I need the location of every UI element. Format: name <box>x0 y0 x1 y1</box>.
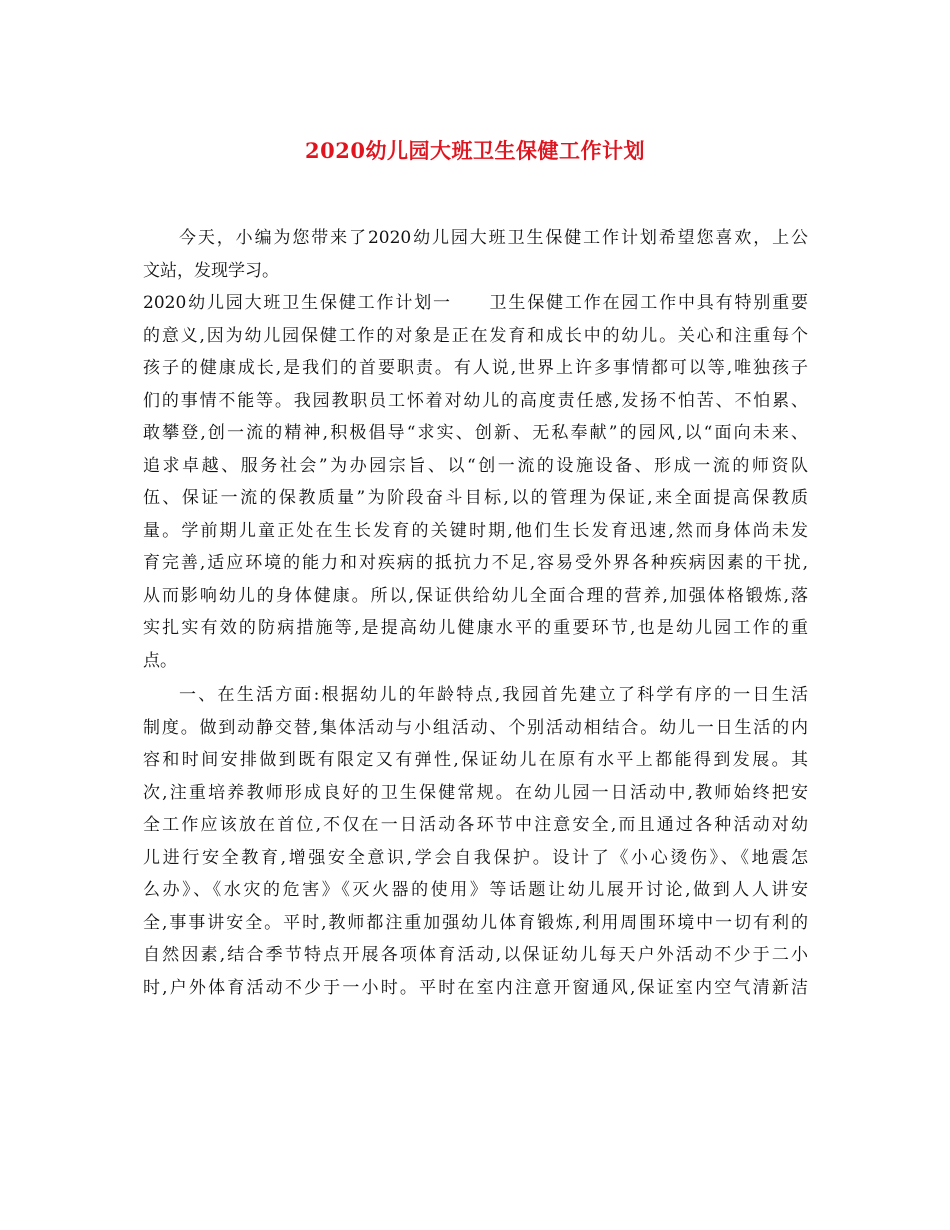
text-line: 的意义,因为幼儿园保健工作的对象是正在发育和成长中的幼儿。关心和注重每个 <box>143 325 808 346</box>
text-line: 孩子的健康成长,是我们的首要职责。有人说,世界上许多事情都可以等,唯独孩子 <box>143 358 808 378</box>
text-line: 敢攀登,创一流的精神,积极倡导“求实、创新、无私奉献”的园风,以“面向未来、 <box>143 423 808 443</box>
text-line: 伍、保证一流的保教质量”为阶段奋斗目标,以的管理为保证,来全面提高保教质 <box>143 488 808 508</box>
text-line: 量。学前期儿童正处在生长发育的关键时期,他们生长发育迅速,然而身体尚未发 <box>143 520 808 541</box>
document-title: 2020幼儿园大班卫生保健工作计划 <box>305 138 645 163</box>
text-line: 么办》、《水灾的危害》《灭火器的使用》等话题让幼儿展开讨论,做到人人讲安 <box>143 880 808 900</box>
text-line: 一、在生活方面:根据幼儿的年龄特点,我园首先建立了科学有序的一日生活 <box>179 685 808 705</box>
text-line: 点。 <box>143 650 177 671</box>
document-body <box>143 222 808 1004</box>
text-line: 追求卓越、服务社会”为办园宗旨、以“创一流的设施设备、形成一流的师资队 <box>143 455 808 476</box>
text-line: 全工作应该放在首位,不仅在一日活动各环节中注意安全,而且通过各种活动对幼 <box>143 815 808 835</box>
text-line: 2020幼儿园大班卫生保健工作计划一 卫生保健工作在园工作中具有特别重要 <box>143 293 808 313</box>
text-line: 容和时间安排做到既有限定又有弹性,保证幼儿在原有水平上都能得到发展。其 <box>143 750 808 770</box>
text-line: 制度。做到动静交替,集体活动与小组活动、个别活动相结合。幼儿一日生活的内 <box>143 717 808 738</box>
text-line: 今天，小编为您带来了2020幼儿园大班卫生保健工作计划希望您喜欢，上公 <box>179 228 808 248</box>
text-line: 时,户外体育活动不少于一小时。平时在室内注意开窗通风,保证室内空气清新洁 <box>143 977 808 998</box>
text-line: 育完善,适应环境的能力和对疾病的抵抗力不足,容易受外界各种疾病因素的干扰, <box>143 553 808 573</box>
text-line: 自然因素,结合季节特点开展各项体育活动,以保证幼儿每天户外活动不少于二小 <box>143 945 808 965</box>
text-line: 全,事事讲安全。平时,教师都注重加强幼儿体育锻炼,利用周围环境中一切有利的 <box>143 912 808 933</box>
text-line: 文站，发现学习。 <box>143 260 279 281</box>
text-line: 从而影响幼儿的身体健康。所以,保证供给幼儿全面合理的营养,加强体格锻炼,落 <box>143 585 808 606</box>
text-line: 次,注重培养教师形成良好的卫生保健常规。在幼儿园一日活动中,教师始终把安 <box>143 782 808 803</box>
text-line: 儿进行安全教育,增强安全意识,学会自我保护。设计了《小心烫伤》、《地震怎 <box>143 847 808 868</box>
text-line: 实扎实有效的防病措施等,是提高幼儿健康水平的重要环节,也是幼儿园工作的重 <box>143 618 808 638</box>
text-line: 们的事情不能等。我园教职员工怀着对幼儿的高度责任感,发扬不怕苦、不怕累、 <box>143 390 808 411</box>
